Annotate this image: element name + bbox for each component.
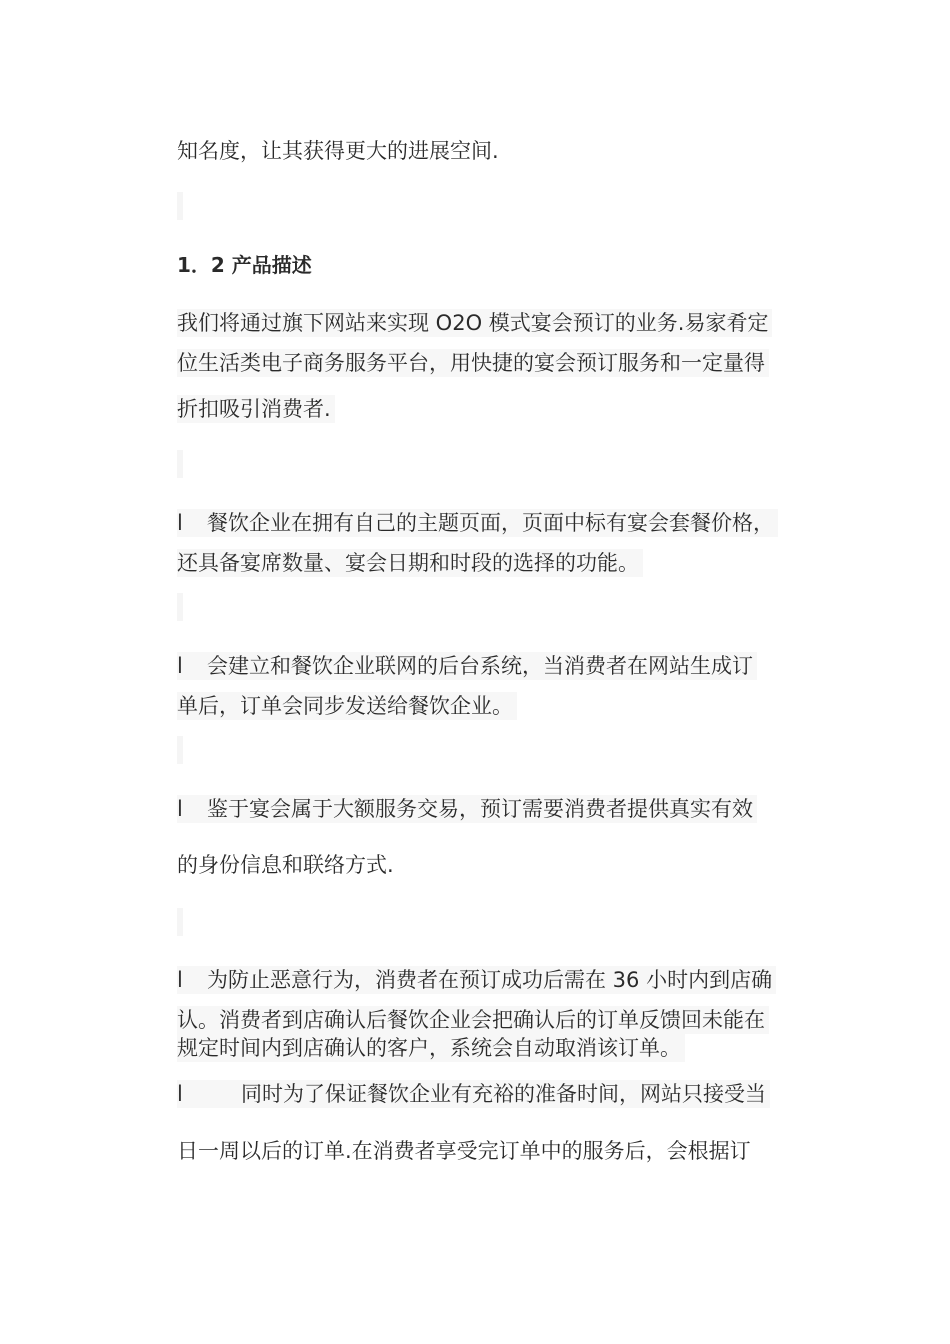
bullet-text: 餐饮企业在拥有自己的主题页面，页面中标有宴会套餐价格， <box>207 511 774 535</box>
bullet-1-line-1 <box>177 509 778 537</box>
bullet-glyph: l <box>177 797 183 821</box>
bullet-2-line-2: 单后，订单会同步发送给餐饮企业。 <box>177 692 517 720</box>
bullet-text: 为防止恶意行为，消费者在预订成功后需在 36 小时内到店确 <box>207 968 773 992</box>
bullet-4-line-3: 规定时间内到店确认的客户，系统会自动取消该订单。 <box>177 1034 685 1062</box>
bullet-glyph: l <box>177 1082 183 1106</box>
bullet-5-line-1 <box>177 1080 770 1108</box>
bullet-3-line-2: 的身份信息和联络方式. <box>177 853 394 877</box>
paragraph-marker <box>177 593 183 621</box>
bullet-text: 同时为了保证餐饮企业有充裕的准备时间，网站只接受当 <box>241 1082 766 1106</box>
paragraph-marker <box>177 450 183 478</box>
intro-tail-line: 知名度，让其获得更大的进展空间. <box>177 139 499 163</box>
description-line-1: 我们将通过旗下网站来实现 O2O 模式宴会预订的业务.易家肴定 <box>177 309 772 337</box>
bullet-glyph: l <box>177 511 183 535</box>
bullet-4-line-1 <box>177 966 776 994</box>
paragraph-marker <box>177 192 183 220</box>
section-heading: 1．2 产品描述 <box>177 253 312 277</box>
bullet-4-line-2: 认。消费者到店确认后餐饮企业会把确认后的订单反馈回未能在 <box>177 1006 769 1034</box>
paragraph-marker <box>177 908 183 936</box>
bullet-glyph: l <box>177 968 183 992</box>
bullet-5-line-2: 日一周以后的订单.在消费者享受完订单中的服务后，会根据订 <box>177 1139 751 1163</box>
bullet-text: 鉴于宴会属于大额服务交易，预订需要消费者提供真实有效 <box>207 797 753 821</box>
bullet-glyph: l <box>177 654 183 678</box>
bullet-text: 会建立和餐饮企业联网的后台系统，当消费者在网站生成订 <box>207 654 753 678</box>
paragraph-marker <box>177 736 183 764</box>
description-line-2: 位生活类电子商务服务平台，用快捷的宴会预订服务和一定量得 <box>177 349 769 377</box>
bullet-3-line-1 <box>177 795 757 823</box>
bullet-2-line-1 <box>177 652 757 680</box>
description-line-3: 折扣吸引消费者. <box>177 395 335 423</box>
bullet-1-line-2: 还具备宴席数量、宴会日期和时段的选择的功能。 <box>177 549 643 577</box>
